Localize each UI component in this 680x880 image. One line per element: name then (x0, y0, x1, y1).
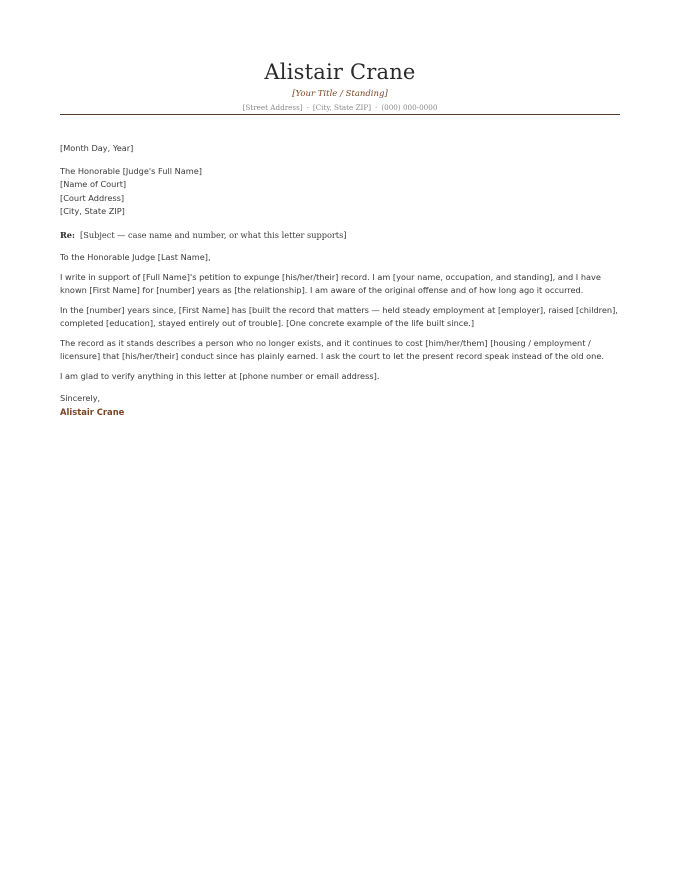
recipient-block (60, 165, 620, 219)
paragraph-since (60, 304, 620, 329)
paragraph-text: In the [number] years since, [First Name] has [built the record that matters — held steady employment at [employer], raised [children], completed [education], stayed entirely out of trouble]. [One concrete example of the life built since.] (60, 305, 618, 328)
paragraph-text: The record as it stands describes a person who no longer exists, and it continues to cost [him/her/them] [housing / employment / licensure] that [his/her/their] conduct since has plainly earned. I ask the court to let the present record speak instead of the old one. (60, 338, 604, 361)
paragraph-verify (60, 370, 620, 383)
subject-label: Re: (60, 229, 76, 240)
recipient-city: [City, State ZIP] (60, 206, 125, 216)
contact-phone: (000) 000-0000 (381, 103, 438, 112)
letter-date: [Month Day, Year] (60, 143, 134, 153)
salutation: To the Honorable Judge [Last Name], (60, 251, 211, 262)
paragraph-text: I am glad to verify anything in this letter at [phone number or email address]. (60, 371, 380, 381)
letterhead (60, 58, 620, 115)
recipient-court: [Name of Court] (60, 179, 127, 189)
contact-line (60, 102, 620, 113)
signature-name: Alistair Crane (60, 407, 125, 417)
sender-name: Alistair Crane (264, 60, 416, 84)
letter-page (60, 58, 620, 419)
contact-separator: · (375, 103, 378, 112)
contact-street: [Street Address] (242, 103, 303, 112)
contact-separator: · (306, 103, 309, 112)
paragraph-text: I write in support of [Full Name]'s petition to expunge [his/her/their] record. I am [your name, occupation, and standing], and I have known [First Name] for [number] years as [the relationship]. I am aware of the original offense and of how long ago it occurred. (60, 272, 601, 295)
closing: Sincerely, (60, 392, 101, 403)
sender-title: [Your Title / Standing] (292, 89, 388, 99)
recipient-judge: The Honorable [Judge's Full Name] (60, 165, 202, 176)
recipient-address: [Court Address] (60, 192, 125, 203)
subject-text: [Subject — case name and number, or what this letter supports] (80, 229, 347, 240)
letterhead-rule (60, 114, 620, 115)
paragraph-introduction (60, 271, 620, 296)
contact-city: [City, State ZIP] (312, 103, 372, 112)
subject-line (60, 229, 620, 241)
paragraph-request (60, 337, 620, 362)
